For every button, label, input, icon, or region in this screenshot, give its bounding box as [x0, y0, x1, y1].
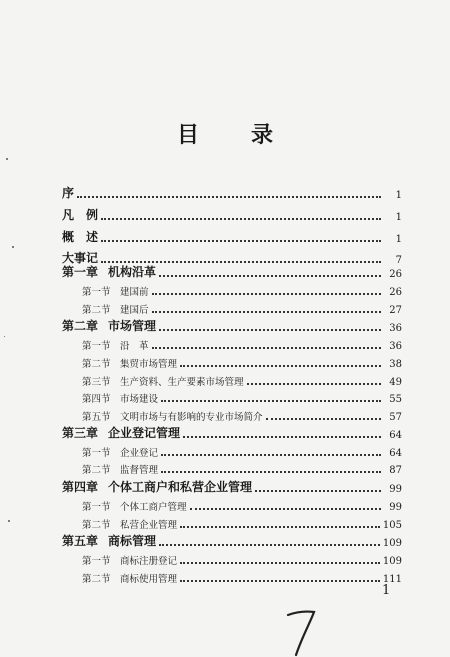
section-title: 文明市场与有影响的专业市场简介 [120, 412, 263, 423]
dot-leader [152, 346, 381, 349]
page-ref: 64 [389, 430, 402, 441]
page-ref: 55 [389, 394, 402, 405]
toc-section-row [62, 460, 402, 476]
dot-leader [180, 364, 381, 367]
dot-leader [161, 399, 381, 402]
toc-section-row [62, 336, 402, 352]
dot-leader [159, 543, 380, 546]
section-number: 第一节 [82, 502, 111, 513]
section-number: 第四节 [82, 394, 111, 405]
dot-leader [183, 435, 381, 438]
section-title: 沿 革 [120, 341, 149, 352]
chapter-number: 第二章 [62, 319, 99, 333]
toc-chapter-row [62, 533, 402, 549]
page-ref: 26 [389, 287, 402, 298]
page-ref: 27 [389, 305, 402, 316]
section-title: 监督管理 [120, 465, 159, 476]
toc-chapter-row [62, 207, 402, 223]
handwritten-seven [282, 607, 322, 657]
section-number: 第一节 [82, 556, 111, 567]
section-number: 第五节 [82, 412, 111, 423]
dot-leader [159, 274, 381, 277]
dot-leader [161, 453, 381, 456]
dot-leader [101, 217, 381, 220]
title-char-2: 录 [251, 122, 274, 148]
page-ref: 1 [395, 190, 402, 201]
toc-section-row [62, 354, 402, 370]
dot-leader [255, 489, 381, 492]
toc-section-row [62, 515, 402, 531]
page-ref: 1 [395, 212, 402, 223]
toc-section-row [62, 372, 402, 388]
chapter-title: 凡 例 [62, 208, 99, 222]
chapter-title: 商标管理 [108, 534, 157, 548]
section-title: 个体工商户管理 [120, 502, 187, 513]
page-title [0, 118, 450, 149]
scan-speck [4, 336, 5, 337]
section-number: 第二节 [82, 359, 111, 370]
page-ref: 36 [389, 341, 402, 352]
page-ref: 87 [389, 465, 402, 476]
dot-leader [180, 561, 380, 564]
section-number: 第一节 [82, 341, 111, 352]
toc-section-row [62, 282, 402, 298]
toc-chapter-row [62, 264, 402, 280]
section-number: 第二节 [82, 305, 111, 316]
dot-leader [180, 579, 380, 582]
toc-section-row [62, 407, 402, 423]
page-ref: 99 [389, 502, 402, 513]
dot-leader [101, 239, 381, 242]
chapter-number: 第五章 [62, 534, 99, 548]
section-title: 生产资料、生产要素市场管理 [120, 377, 244, 388]
section-number: 第二节 [82, 465, 111, 476]
chapter-title: 大事记 [62, 251, 99, 265]
section-title: 商标使用管理 [120, 574, 178, 585]
chapter-number: 第四章 [62, 480, 99, 494]
page-ref: 49 [389, 377, 402, 388]
section-title: 商标注册登记 [120, 556, 178, 567]
dot-leader [159, 328, 381, 331]
dot-leader [77, 195, 381, 198]
chapter-title: 概 述 [62, 230, 99, 244]
toc-chapter-row [62, 185, 402, 201]
toc-section-row [62, 389, 402, 405]
page-ref: 38 [389, 359, 402, 370]
chapter-title: 个体工商户和私营企业管理 [108, 480, 253, 494]
dot-leader [161, 470, 381, 473]
dot-leader [190, 507, 381, 510]
chapter-title: 机构沿革 [108, 265, 157, 279]
toc-chapter-row [62, 425, 402, 441]
scan-speck [8, 520, 10, 522]
section-number: 第三节 [82, 377, 111, 388]
toc-chapter-row [62, 479, 402, 495]
section-number: 第一节 [82, 287, 111, 298]
page-ref: 36 [389, 323, 402, 334]
section-title: 企业登记 [120, 448, 159, 459]
toc-section-row [62, 443, 402, 459]
section-title: 私营企业管理 [120, 520, 178, 531]
toc-chapter-row [62, 318, 402, 334]
toc-section-row [62, 497, 402, 513]
section-title: 集贸市场管理 [120, 359, 178, 370]
dot-leader [180, 525, 380, 528]
page-ref: 105 [382, 520, 402, 531]
page-ref: 109 [382, 538, 402, 549]
page-ref: 99 [389, 484, 402, 495]
chapter-title: 市场管理 [108, 319, 157, 333]
page-ref: 7 [395, 255, 402, 266]
toc-chapter-row [62, 229, 402, 245]
page-ref: 1 [395, 234, 402, 245]
dot-leader [266, 417, 381, 420]
section-number: 第二节 [82, 520, 111, 531]
section-number: 第二节 [82, 574, 111, 585]
toc-section-row [62, 551, 402, 567]
dot-leader [247, 382, 381, 385]
chapter-number: 第三章 [62, 426, 99, 440]
page-ref: 109 [382, 556, 402, 567]
scan-speck [6, 158, 8, 160]
section-number: 第一节 [82, 448, 111, 459]
section-title: 市场建设 [120, 394, 159, 405]
page-ref: 64 [389, 448, 402, 459]
dot-leader [152, 310, 381, 313]
chapter-title: 企业登记管理 [108, 426, 181, 440]
toc-section-row [62, 300, 402, 316]
section-title: 建国前 [120, 287, 149, 298]
toc-section-row [62, 569, 402, 585]
title-char-1: 目 [176, 122, 199, 148]
scan-speck [12, 246, 14, 248]
page-number: 1 [382, 583, 391, 598]
dot-leader [152, 292, 381, 295]
page-ref: 111 [382, 574, 402, 585]
chapter-title: 序 [62, 186, 75, 200]
chapter-number: 第一章 [62, 265, 99, 279]
page-ref: 26 [389, 269, 402, 280]
section-title: 建国后 [120, 305, 149, 316]
page-ref: 57 [389, 412, 402, 423]
